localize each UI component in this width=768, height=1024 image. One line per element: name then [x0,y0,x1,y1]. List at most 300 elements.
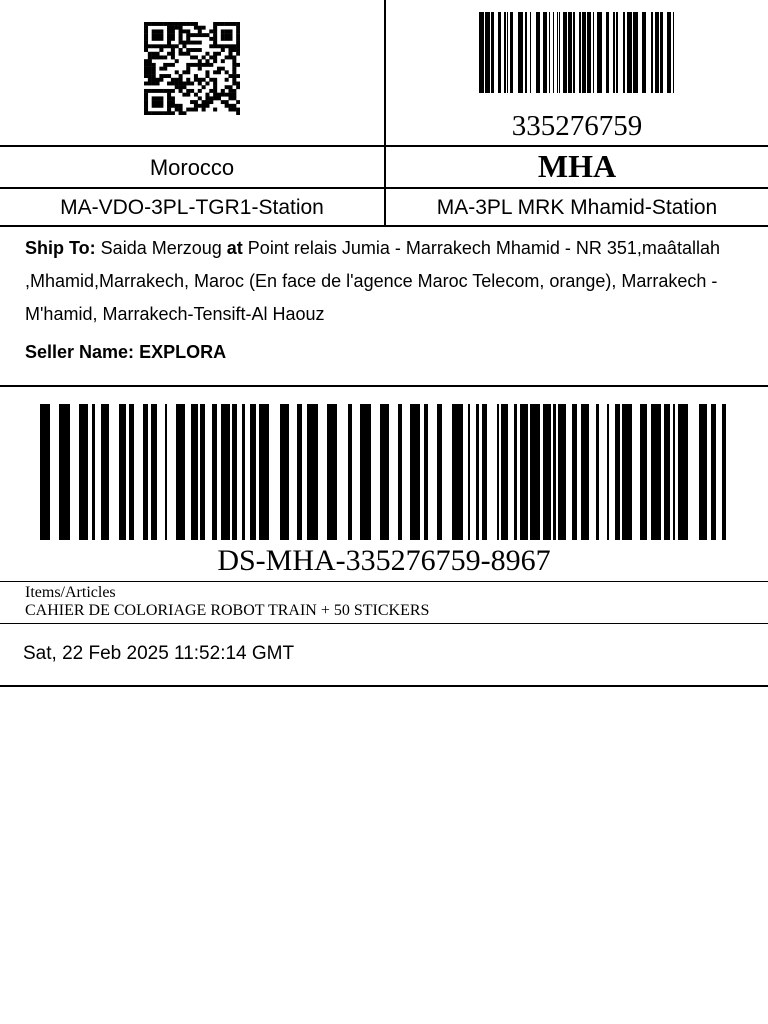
qr-finder-module [156,44,160,48]
qr-module [236,108,240,112]
qr-module [186,29,190,33]
qr-finder-module [213,22,217,26]
barcode-bar [437,404,442,540]
barcode-bar [491,12,494,93]
qr-module [175,85,179,89]
qr-module [194,63,198,67]
qr-module [167,63,171,67]
qr-module [232,48,236,52]
qr-module [205,70,209,74]
qr-module [179,41,183,45]
qr-module [236,85,240,89]
qr-module [175,108,179,112]
qr-module [182,29,186,33]
qr-module [186,37,190,41]
qr-module [175,26,179,30]
barcode-bar [651,404,661,540]
barcode-bar [655,12,659,93]
qr-finder-module [167,33,171,37]
qr-module [221,89,225,93]
barcode-bar [563,12,567,93]
qr-module [205,52,209,56]
qr-module [194,48,198,52]
barcode-bar [633,12,638,93]
barcode-bar [504,12,506,93]
qr-module [190,82,194,86]
qr-module [175,59,179,63]
barcode-bar [673,12,674,93]
destination-station: MA-3PL MRK Mhamid-Station [436,196,718,219]
qr-module [209,44,213,48]
qr-module [159,48,163,52]
qr-finder-module [144,111,148,115]
qr-module [159,78,163,82]
qr-finder-module [156,96,160,100]
qr-module [182,85,186,89]
qr-module [198,67,202,71]
barcode-bar [151,404,157,540]
qr-module [144,48,148,52]
qr-finder-module [228,37,232,41]
qr-module [209,63,213,67]
qr-module [228,93,232,97]
barcode-bar [250,404,256,540]
qr-finder-module [144,100,148,104]
qr-module [228,104,232,108]
barcode-bar [642,12,646,93]
origin-country: Morocco [149,155,235,180]
qr-finder-module [236,29,240,33]
qr-module [236,52,240,56]
qr-finder-module [152,104,156,108]
qr-module [198,41,202,45]
item-description: CAHIER DE COLORIAGE ROBOT TRAIN + 50 STICKERS [25,602,430,619]
barcode-bar [593,12,594,93]
qr-module [228,85,232,89]
qr-finder-module [167,104,171,108]
qr-module [186,48,190,52]
qr-module [236,111,240,115]
qr-finder-module [167,37,171,41]
qr-module [209,100,213,104]
qr-module [217,70,221,74]
barcode-bar [476,404,479,540]
qr-module [179,37,183,41]
barcode-bar [507,12,508,93]
qr-module [144,67,148,71]
qr-module [179,111,183,115]
barcode-bar [259,404,269,540]
qr-finder-module [236,37,240,41]
barcode-bar [651,12,653,93]
barcode-bar [722,404,726,540]
qr-module [202,55,206,59]
qr-finder-module [225,37,229,41]
barcode-bar [616,12,618,93]
qr-module [194,100,198,104]
qr-module [186,67,190,71]
barcode-bar [581,404,589,540]
barcode-bar [587,12,591,93]
qr-module [163,67,167,71]
qr-finder-module [159,29,163,33]
barcode-bar [573,12,575,93]
barcode-bar [348,404,352,540]
qr-finder-module [144,108,148,112]
qr-finder-module [144,37,148,41]
barcode-bar [482,404,487,540]
qr-module [156,78,160,82]
qr-module [159,74,163,78]
qr-module [205,96,209,100]
qr-module [202,33,206,37]
origin-station: MA-VDO-3PL-TGR1-Station [60,196,324,219]
qr-module [198,104,202,108]
barcode-bar [59,404,70,540]
qr-module [221,67,225,71]
qr-module [148,70,152,74]
qr-module [156,82,160,86]
qr-finder-module [152,22,156,26]
qr-module [213,55,217,59]
barcode-bar [711,404,716,540]
qr-finder-module [221,44,225,48]
qr-module [209,55,213,59]
qr-module [175,82,179,86]
qr-module [171,22,175,26]
qr-module [186,33,190,37]
barcode-bar [582,12,586,93]
qr-module [225,85,229,89]
shipment-barcode [40,404,728,540]
qr-module [213,96,217,100]
qr-module [190,33,194,37]
qr-module [171,96,175,100]
seller-label: Seller Name: [25,342,135,362]
qr-finder-module [213,44,217,48]
barcode-bar [242,404,245,540]
qr-finder-module [167,108,171,112]
barcode-bar [699,404,707,540]
divider-address-section [0,385,768,387]
barcode-bar [673,404,675,540]
hub-code: MHA [537,148,617,184]
barcode-bar [79,404,88,540]
qr-module [148,59,152,63]
qr-module [175,104,179,108]
qr-finder-module [152,37,156,41]
qr-finder-module [167,29,171,33]
qr-module [205,63,209,67]
qr-module [202,104,206,108]
qr-finder-module [159,100,163,104]
qr-module [232,93,236,97]
qr-module [152,78,156,82]
qr-module [152,63,156,67]
qr-module [202,78,206,82]
qr-module [205,100,209,104]
qr-module [194,22,198,26]
barcode-bar [558,404,566,540]
barcode-bar [613,12,615,93]
qr-module [148,52,152,56]
qr-module [171,111,175,115]
qr-module [213,93,217,97]
qr-finder-module [152,89,156,93]
shipment-code: DS-MHA-335276759-8967 [217,544,551,577]
qr-finder-module [228,44,232,48]
qr-finder-module [213,26,217,30]
barcode-bar [101,404,109,540]
qr-module [232,70,236,74]
divider-barcode-section [0,581,768,582]
qr-module [209,37,213,41]
qr-module [190,48,194,52]
qr-finder-module [232,44,236,48]
recipient-address: Point relais Jumia - Marrakech Mhamid - NR 351,maâtallah ,Mhamid,Marrakech, Maroc (En face de l'agence Maroc Telecom, orange), Marrakech - M'hamid, Marrakech-Tensift-Al Haouz [25,238,720,324]
qr-module [205,74,209,78]
barcode-bar [678,404,688,540]
qr-finder-module [221,33,225,37]
qr-module [232,104,236,108]
qr-finder-module [217,44,221,48]
barcode-bar [176,404,185,540]
qr-finder-module [163,111,167,115]
qr-module [190,89,194,93]
qr-finder-module [213,29,217,33]
qr-module [159,55,163,59]
qr-module [179,108,183,112]
barcode-bar [640,404,647,540]
qr-finder-module [156,111,160,115]
qr-module [152,82,156,86]
qr-module [152,74,156,78]
qr-finder-module [148,22,152,26]
qr-module [186,22,190,26]
qr-module [182,41,186,45]
qr-module [221,48,225,52]
qr-module [213,78,217,82]
qr-module [198,78,202,82]
qr-finder-module [225,29,229,33]
qr-module [217,96,221,100]
qr-module [225,93,229,97]
qr-module [182,22,186,26]
qr-module [194,78,198,82]
qr-module [232,108,236,112]
qr-module [198,82,202,86]
qr-finder-module [148,44,152,48]
qr-module [190,22,194,26]
qr-module [148,78,152,82]
qr-module [179,74,183,78]
qr-module [163,74,167,78]
qr-module [236,100,240,104]
qr-module [156,55,160,59]
qr-finder-module [163,22,167,26]
qr-finder-module [156,89,160,93]
barcode-bar [129,404,134,540]
qr-finder-module [144,26,148,30]
qr-module [236,74,240,78]
qr-module [202,63,206,67]
barcode-bar [307,404,318,540]
barcode-bar [579,12,581,93]
qr-module [232,82,236,86]
qr-module [186,41,190,45]
qr-module [186,52,190,56]
qr-finder-module [213,41,217,45]
qr-module [209,96,213,100]
qr-module [156,52,160,56]
barcode-bar [518,12,523,93]
qr-finder-module [156,104,160,108]
qr-module [144,74,148,78]
qr-module [190,55,194,59]
tracking-barcode [479,12,674,93]
qr-module [202,108,206,112]
qr-module [182,44,186,48]
qr-finder-module [159,89,163,93]
qr-module [232,74,236,78]
qr-finder-module [159,37,163,41]
qr-module [186,89,190,93]
qr-module [228,52,232,56]
qr-module [232,96,236,100]
items-label: Items/Articles [25,584,116,601]
qr-module [179,78,183,82]
qr-module [152,55,156,59]
barcode-bar [572,404,577,540]
qr-module [167,52,171,56]
barcode-bar [497,404,499,540]
barcode-bar [119,404,126,540]
qr-module [148,63,152,67]
qr-finder-module [217,22,221,26]
qr-module [213,108,217,112]
qr-finder-module [144,96,148,100]
qr-module [232,89,236,93]
seller-line [25,342,226,363]
qr-finder-module [156,100,160,104]
qr-module [144,59,148,63]
qr-module [179,52,183,56]
qr-module [148,74,152,78]
qr-module [179,33,183,37]
qr-finder-module [228,22,232,26]
seller-name: EXPLORA [139,342,227,362]
qr-finder-module [221,22,225,26]
qr-finder-module [144,44,148,48]
qr-module [194,104,198,108]
qr-module [209,29,213,33]
ship-to-label: Ship To: [25,238,96,258]
barcode-bar [410,404,420,540]
qr-module [232,78,236,82]
qr-module [236,82,240,86]
qr-module [148,55,152,59]
barcode-bar [520,404,528,540]
qr-module [190,41,194,45]
qr-module [175,22,179,26]
qr-module [144,82,148,86]
qr-module [167,74,171,78]
qr-module [236,63,240,67]
barcode-bar [191,404,198,540]
qr-finder-module [236,41,240,45]
qr-finder-module [144,29,148,33]
qr-module [186,82,190,86]
qr-module [228,74,232,78]
barcode-bar [424,404,428,540]
qr-code [144,22,240,115]
barcode-bar [525,12,527,93]
printed-timestamp: Sat, 22 Feb 2025 11:52:14 GMT [23,643,295,664]
qr-module [186,70,190,74]
qr-module [198,33,202,37]
barcode-bar [553,404,556,540]
barcode-bar [485,12,490,93]
barcode-bar [559,12,560,93]
qr-module [167,82,171,86]
qr-module [186,63,190,67]
qr-module [228,108,232,112]
barcode-bar [510,12,513,93]
qr-module [213,82,217,86]
qr-module [198,59,202,63]
qr-finder-module [167,93,171,97]
qr-module [163,55,167,59]
qr-module [232,63,236,67]
qr-finder-module [152,96,156,100]
qr-module [232,67,236,71]
qr-finder-module [159,104,163,108]
barcode-bar [530,404,540,540]
qr-module [221,100,225,104]
qr-module [182,93,186,97]
qr-module [179,26,183,30]
qr-finder-module [225,33,229,37]
qr-module [194,74,198,78]
qr-module [236,48,240,52]
recipient-name: Saida Merzoug [100,238,222,258]
barcode-bar [232,404,237,540]
qr-module [225,78,229,82]
qr-module [198,89,202,93]
qr-finder-module [163,89,167,93]
qr-module [182,82,186,86]
barcode-bar [143,404,148,540]
qr-module [198,96,202,100]
qr-module [152,52,156,56]
qr-finder-module [156,37,160,41]
qr-module [194,108,198,112]
qr-finder-module [152,100,156,104]
barcode-bar [380,404,389,540]
qr-finder-module [156,29,160,33]
qr-module [182,111,186,115]
qr-finder-module [144,104,148,108]
qr-module [213,52,217,56]
qr-finder-module [167,100,171,104]
qr-module [163,63,167,67]
qr-module [171,26,175,30]
qr-finder-module [221,37,225,41]
qr-module [228,96,232,100]
barcode-bar [543,12,547,93]
qr-module [179,29,183,33]
qr-module [194,33,198,37]
